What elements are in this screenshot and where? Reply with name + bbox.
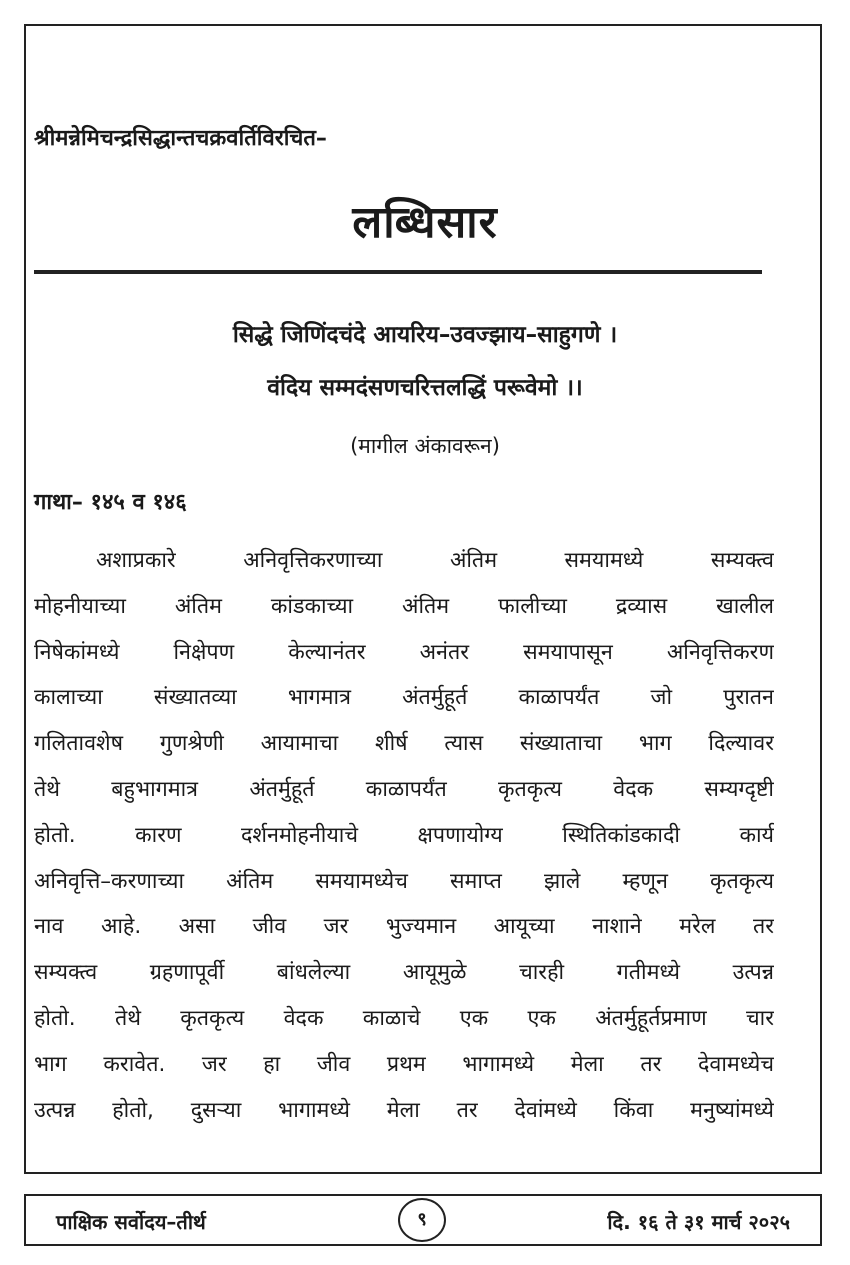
body-line: होतो. तेथे कृतकृत्य वेदक काळाचे एक एक अंतर्मुहूर्तप्रमाण चार [34,1006,774,1031]
invocation-verse-line-2: वंदिय सम्मदंसणचरित्तलद्धिं परूवेमो ।। [267,375,583,401]
issue-date: दि. १६ ते ३१ मार्च २०२५ [607,1210,790,1234]
page-number: ९ [398,1198,446,1242]
author-line: श्रीमन्नेमिचन्द्रसिद्धान्तचक्रवर्तिविरचित– [34,126,327,151]
body-line: मोहनीयाच्या अंतिम कांडकाच्या अंतिम फालीच्या द्रव्यास खालील [34,594,774,619]
body-line: उत्पन्न होतो, दुसऱ्या भागामध्ये मेला तर देवांमध्ये किंवा मनुष्यांमध्ये [34,1098,774,1123]
title-divider [34,270,762,274]
body-line: अनिवृत्ति–करणाच्या अंतिम समयामध्येच समाप्त झाले म्हणून कृतकृत्य [34,869,774,894]
body-line: भाग करावेत. जर हा जीव प्रथम भागामध्ये मेला तर देवामध्येच [34,1052,774,1077]
body-line: सम्यक्त्व ग्रहणापूर्वी बांधलेल्या आयूमुळे चारही गतीमध्ये उत्पन्न [34,960,774,985]
gatha-heading: गाथा– १४५ व १४६ [34,490,187,515]
book-title: लब्धिसार [352,197,498,248]
body-line: कालाच्या संख्यातव्या भागमात्र अंतर्मुहूर्त काळापर्यंत जो पुरातन [34,685,774,710]
body-line: तेथे बहुभागमात्र अंतर्मुहूर्त काळापर्यंत कृतकृत्य वेदक सम्यग्दृष्टी [34,777,774,802]
body-line: निषेकांमध्ये निक्षेपण केल्यानंतर अनंतर समयापासून अनिवृत्तिकरण [34,640,774,665]
body-line: गलितावशेष गुणश्रेणी आयामाचा शीर्ष त्यास संख्याताचा भाग दिल्यावर [34,731,774,756]
invocation-verse-line-1: सिद्धे जिणिंदचंदे आयरिय–उवज्झाय–साहुगणे । [232,322,618,348]
publication-name: पाक्षिक सर्वोदय–तीर्थ [56,1210,206,1234]
footer-bar [24,1194,822,1246]
body-line: नाव आहे. असा जीव जर भुज्यमान आयूच्या नाशाने मरेल तर [34,914,774,939]
continued-note: (मागील अंकावरून) [350,434,500,458]
body-line: अशाप्रकारे अनिवृत्तिकरणाच्या अंतिम समयामध्ये सम्यक्त्व [96,548,774,573]
body-line: होतो. कारण दर्शनमोहनीयाचे क्षपणायोग्य स्थितिकांडकादी कार्य [34,823,774,848]
